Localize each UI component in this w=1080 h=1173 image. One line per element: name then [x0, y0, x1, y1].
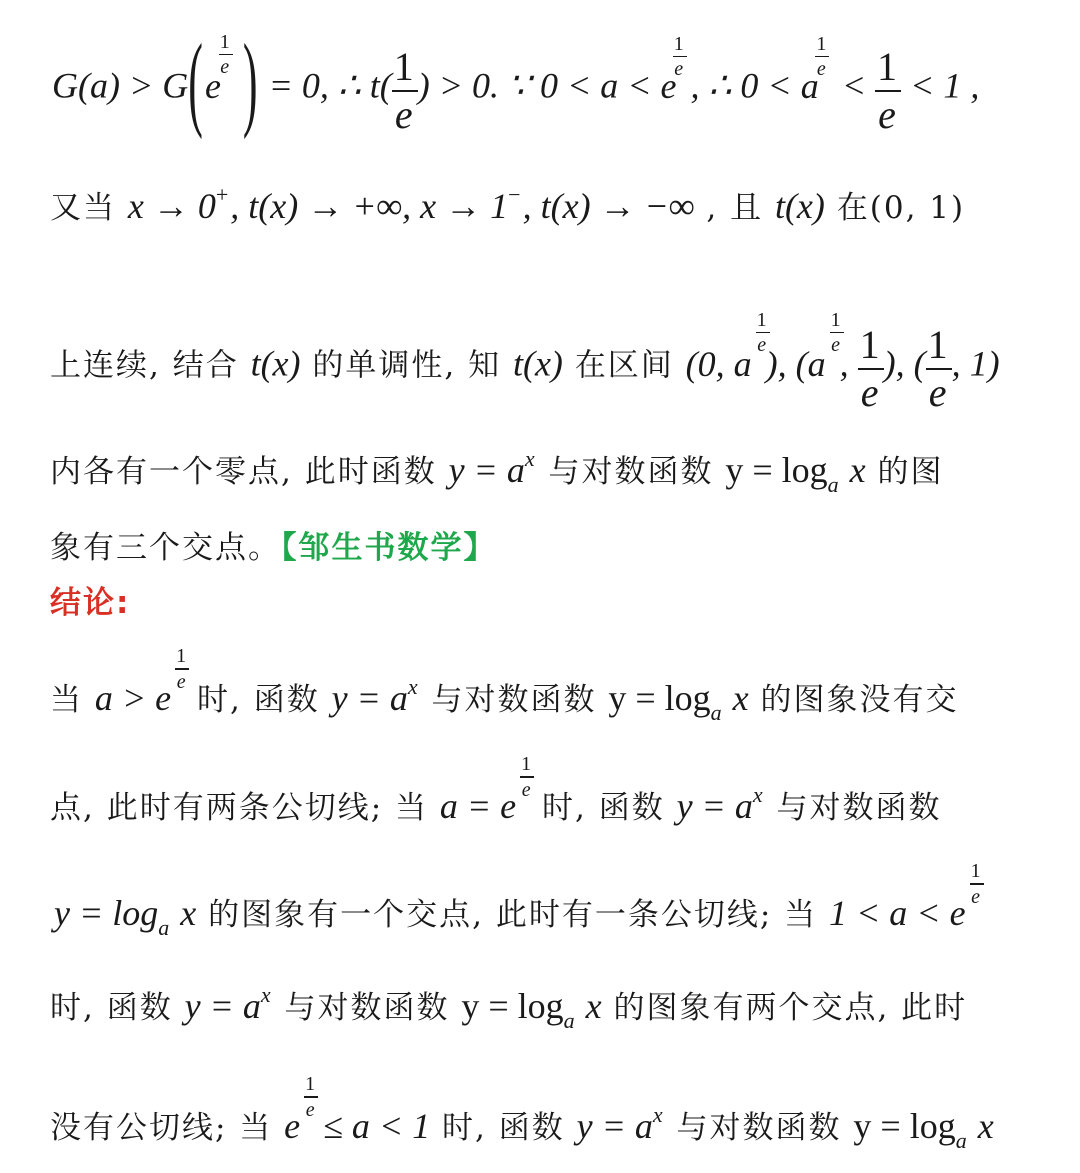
math-text: y = log [461, 986, 564, 1026]
text-run: 与对数函数 [536, 454, 726, 490]
subscript: a [827, 472, 841, 497]
text-run: , 且 [694, 190, 775, 226]
exponent-group [800, 32, 829, 106]
fraction-numerator: 1 [305, 1073, 318, 1095]
math-text: ), ( [883, 343, 926, 384]
math-text: t(x) [512, 343, 563, 384]
fraction-denominator: e [305, 1098, 317, 1121]
text-run: 的图 [865, 454, 944, 490]
exponent-fraction [815, 34, 829, 80]
text-run: 的单调性, 知 [300, 347, 513, 384]
right-paren: ) [242, 22, 260, 141]
math-text: y = a [331, 678, 408, 718]
fraction-numerator: 1 [176, 645, 189, 667]
text-run: 的图象有一个交点, 此时有一条公切线; 当 [196, 897, 829, 933]
math-text: < [832, 65, 876, 106]
fraction-bar [830, 332, 844, 334]
text-run: 时, 函数 [185, 682, 332, 718]
superscript: + [215, 182, 231, 207]
math-text: x → 0 [127, 186, 216, 226]
math-text: 1 < a < e [828, 893, 966, 933]
fraction-numerator: 1 [816, 32, 829, 55]
text-line-7 [50, 645, 959, 725]
math-text: (0, a [685, 343, 752, 384]
fraction-numerator: 1 [521, 753, 534, 775]
text-run: 象有三个交点。 [50, 530, 281, 566]
superscript: x [752, 782, 765, 807]
fraction-numerator: 1 [877, 44, 900, 89]
exponent-group [94, 645, 189, 718]
math-text: , t(x) → −∞ [522, 186, 695, 226]
conclusion-heading [50, 585, 131, 621]
superscript: x [407, 674, 420, 699]
text-line-2 [50, 182, 966, 226]
math-text: (a) [78, 65, 120, 106]
fraction-denominator: e [878, 92, 898, 137]
brand-tag: 【邹生书数学】 [281, 530, 497, 566]
math-text: y = a [448, 450, 525, 490]
subscript: a [563, 1008, 577, 1033]
fraction-bar [970, 883, 984, 885]
text-run: 的图象没有交 [748, 682, 959, 718]
text-run: 又当 [50, 190, 128, 226]
fraction-bar [175, 668, 189, 670]
fraction-numerator: 1 [393, 44, 416, 89]
subscript: a [955, 1128, 969, 1153]
fraction-denominator: e [928, 370, 949, 415]
math-text: , 1) [951, 343, 1000, 384]
fraction-denominator: e [831, 334, 843, 356]
math-text: , t(x) → +∞, x → 1 [230, 186, 509, 226]
superscript: − [508, 182, 523, 207]
fraction [392, 46, 418, 136]
exponent-group [284, 1073, 318, 1146]
fraction-denominator: e [394, 92, 415, 137]
fraction [926, 324, 952, 414]
fraction-bar [756, 332, 770, 334]
text-run: 与对数函数 [419, 682, 609, 718]
fraction-denominator: e [757, 334, 769, 356]
text-run: 时, 函数 [50, 990, 185, 1026]
fraction-numerator: 1 [219, 30, 232, 53]
math-line-1 [52, 22, 980, 141]
math-text: G [52, 65, 78, 106]
text-run: 点, 此时有两条公切线; 当 [50, 790, 440, 826]
math-text: = 0, ∴ t( [259, 65, 392, 106]
fraction-bar [815, 56, 829, 58]
math-text: a = e [439, 786, 517, 826]
text-run: 的图象有两个交点, 此时 [601, 990, 968, 1026]
superscript: x [524, 446, 537, 471]
fraction-numerator: 1 [970, 860, 983, 882]
math-text: y = a [676, 786, 753, 826]
exponent-group [828, 860, 983, 933]
math-text: , ∴ 0 < [690, 65, 801, 106]
subscript: a [710, 700, 724, 725]
math-text: < 1 , [901, 65, 980, 106]
math-text: y = a [576, 1106, 653, 1146]
fraction-denominator: e [220, 56, 232, 78]
heading-text: 结论: [50, 585, 131, 621]
text-run: 与对数函数 [272, 990, 462, 1026]
math-text: y = log [853, 1106, 956, 1146]
math-text: y = log [54, 893, 159, 933]
math-text: t(x) [250, 343, 301, 384]
math-text: x [723, 678, 749, 718]
math-text: a > e [94, 678, 172, 718]
math-text: y = log [725, 450, 828, 490]
text-run: 与对数函数 [664, 1110, 854, 1146]
text-run: 在区间 [562, 347, 686, 384]
fraction-bar [219, 54, 233, 56]
exponent-group [685, 308, 769, 384]
exponent-fraction [175, 646, 189, 692]
exponent-group [660, 32, 686, 106]
math-text: e [660, 65, 677, 106]
exponent-fraction [219, 32, 233, 78]
math-text: ≤ a < 1 [314, 1106, 431, 1146]
text-line-8 [50, 753, 942, 826]
fraction-numerator: 1 [859, 322, 882, 367]
fraction-denominator: e [860, 370, 881, 415]
math-text: ) > 0. ∵ 0 < a < [417, 65, 661, 106]
math-text: e [204, 65, 221, 106]
text-line-5 [50, 530, 497, 566]
math-text: t(x) [774, 186, 825, 226]
math-text: > G [119, 65, 189, 106]
exponent-fraction [673, 34, 687, 80]
fraction-denominator: e [521, 778, 533, 801]
superscript: x [260, 982, 273, 1007]
exponent-fraction [520, 754, 534, 800]
text-line-4 [50, 446, 944, 497]
math-text: x [576, 986, 602, 1026]
fraction-numerator: 1 [830, 308, 843, 331]
fraction-numerator: 1 [756, 308, 769, 331]
text-line-11 [50, 1073, 994, 1153]
math-text: y = a [184, 986, 261, 1026]
math-text: ), (a [765, 343, 826, 384]
exponent-fraction [304, 1074, 318, 1120]
fraction-denominator: e [971, 885, 982, 908]
superscript: x [652, 1102, 665, 1127]
fraction-bar [673, 56, 687, 58]
math-text: y = log [608, 678, 711, 718]
text-run: 在(0, 1) [824, 190, 966, 226]
subscript: a [158, 915, 172, 940]
exponent-fraction [830, 310, 844, 356]
exponent-fraction [970, 861, 984, 907]
text-run: 没有公切线; 当 [50, 1110, 285, 1146]
exponent-group [765, 308, 843, 384]
fraction-bar [304, 1096, 318, 1098]
text-run: 内各有一个零点, 此时函数 [50, 454, 449, 490]
fraction-numerator: 1 [673, 32, 686, 55]
text-line-9 [54, 860, 983, 940]
math-text: x [968, 1106, 994, 1146]
text-run: 时, 函数 [530, 790, 677, 826]
fraction-bar [520, 776, 534, 778]
fraction-denominator: e [674, 58, 686, 80]
text-run: 时, 函数 [430, 1110, 577, 1146]
exponent-group [204, 30, 232, 106]
fraction [875, 46, 901, 136]
text-run: 与对数函数 [764, 790, 942, 826]
math-text: , [839, 343, 858, 384]
math-text: x [840, 450, 866, 490]
exponent-group [439, 753, 534, 826]
text-line-3 [50, 308, 1000, 415]
text-run: 当 [50, 682, 95, 718]
fraction [858, 324, 884, 414]
fraction-denominator: e [176, 670, 188, 693]
math-text: a [800, 65, 819, 106]
fraction-denominator: e [816, 58, 828, 80]
fraction-numerator: 1 [927, 322, 950, 367]
left-paren: ( [188, 22, 205, 141]
math-text: x [171, 893, 197, 933]
math-text: e [284, 1106, 301, 1146]
text-line-10 [50, 982, 968, 1033]
text-run: 上连续, 结合 [50, 347, 251, 384]
